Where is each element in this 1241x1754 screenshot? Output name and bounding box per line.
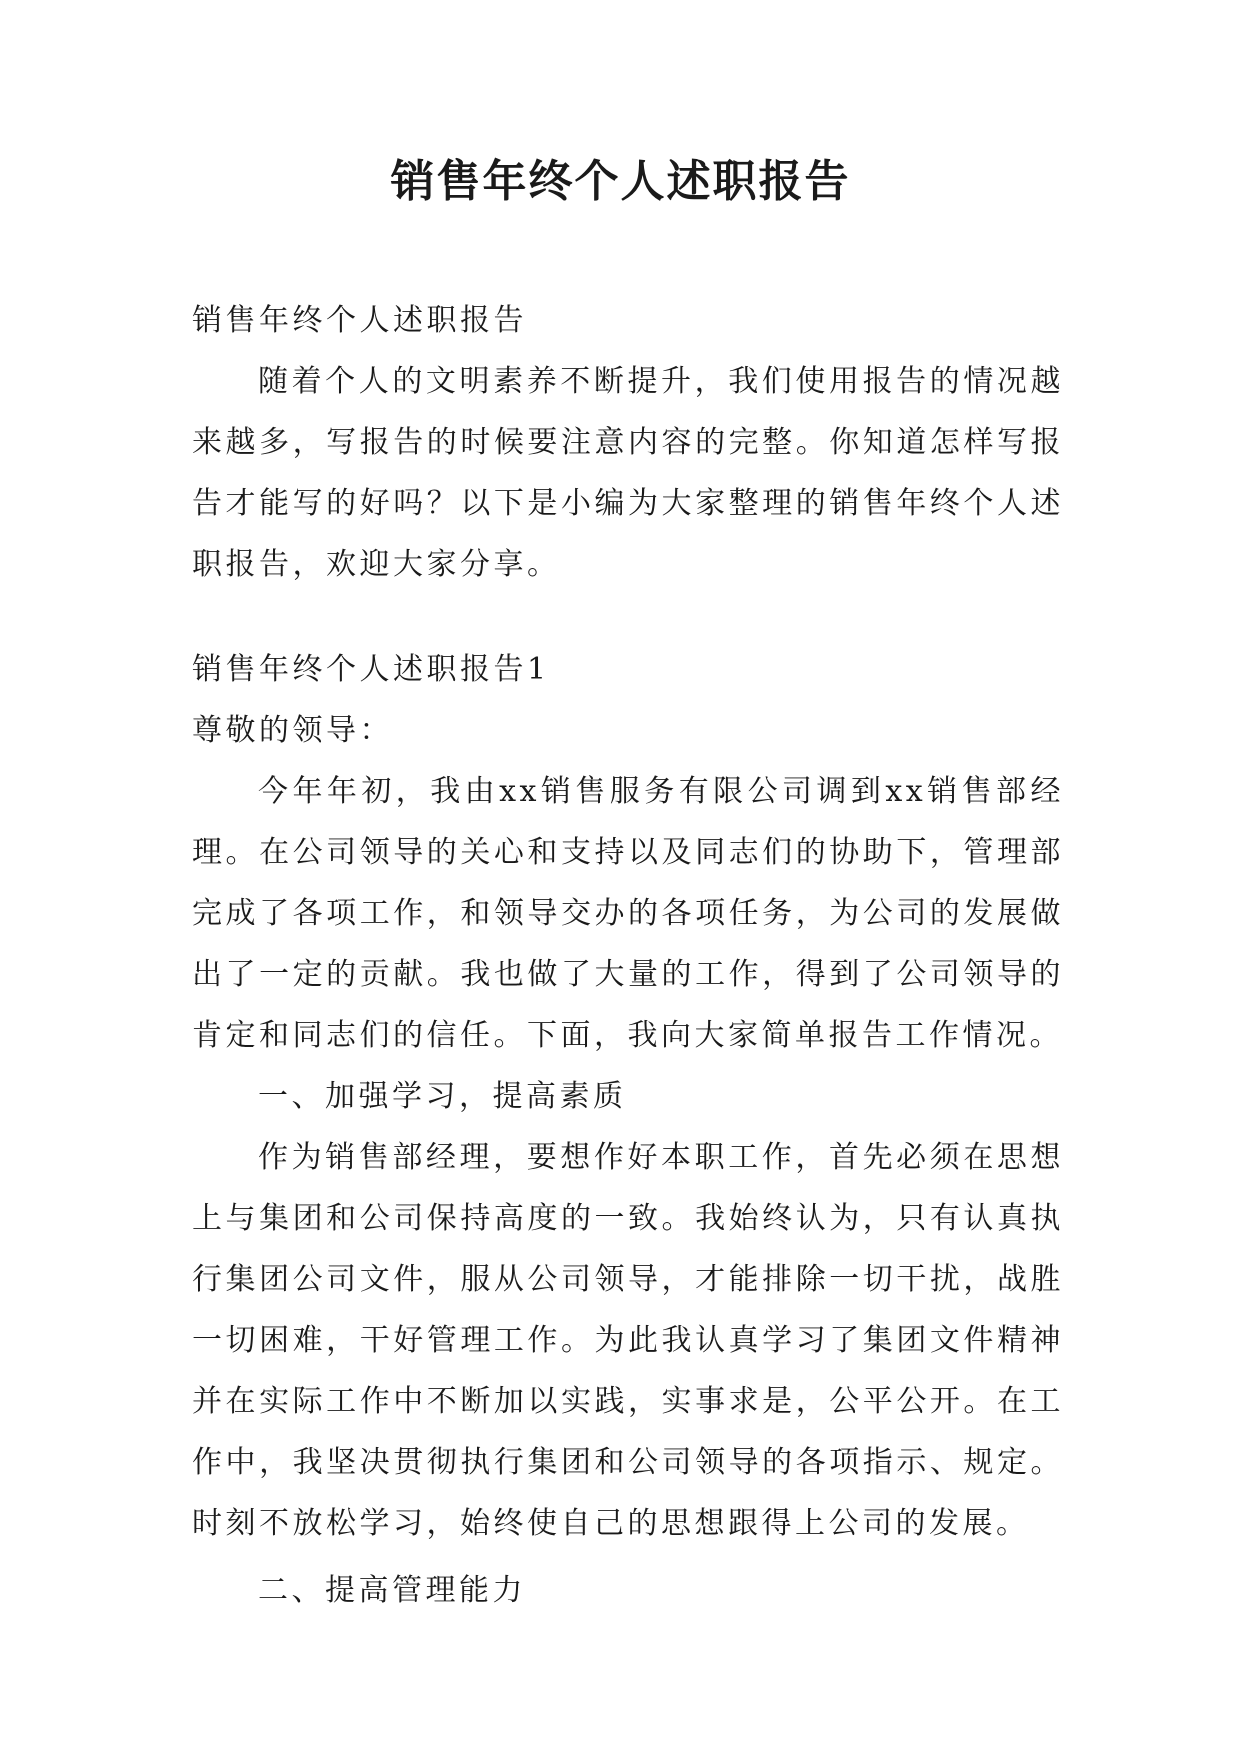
section-title: 销售年终个人述职报告1: [192, 652, 550, 687]
intro-paragraph: 随着个人的文明素养不断提升，我们使用报告的情况越来越多，写报告的时候要注意内容的完整。你知道怎样写报告才能写的好吗？以下是小编为大家整理的销售年终个人述职报告，欢迎大家分享。: [192, 364, 1064, 582]
body-paragraph-2: 作为销售部经理，要想作好本职工作，首先必须在思想上与集团和公司保持高度的一致。我始终认为，只有认真执行集团公司文件，服从公司领导，才能排除一切干扰，战胜一切困难，干好管理工作。为此我认真学习了集团文件精神并在实际工作中不断加以实践，实事求是，公平公开。在工作中，我坚决贯彻执行集团和公司领导的各项指示、规定。时刻不放松学习，始终使自己的思想跟得上公司的发展。: [192, 1140, 1064, 1541]
document-subtitle: 销售年终个人述职报告: [192, 303, 527, 338]
section-heading-1: 一、加强学习，提高素质: [258, 1079, 627, 1114]
document-title: 销售年终个人述职报告: [390, 156, 851, 207]
body-paragraph-1: 今年年初，我由xx销售服务有限公司调到xx销售部经理。在公司领导的关心和支持以及同志们的协助下，管理部完成了各项工作，和领导交办的各项任务，为公司的发展做出了一定的贡献。我也做了大量的工作，得到了公司领导的肯定和同志们的信任。下面，我向大家简单报告工作情况。: [192, 774, 1064, 1053]
document-body: [192, 290, 1064, 1621]
section-heading-2: 二、提高管理能力: [258, 1573, 526, 1608]
salutation: 尊敬的领导：: [192, 713, 393, 748]
